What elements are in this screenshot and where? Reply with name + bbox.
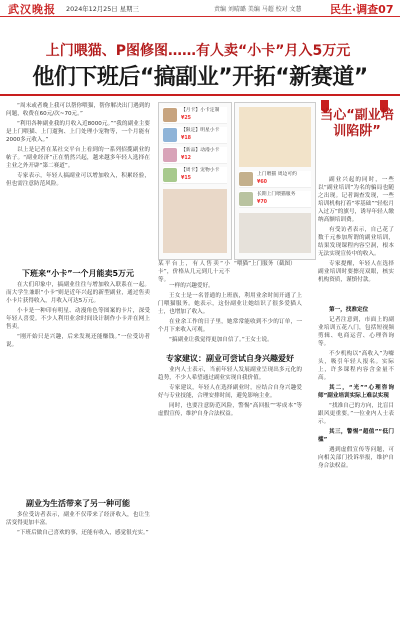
thumbnail — [239, 172, 253, 186]
paragraph: 有受访者表示，自己花了数千元参加所谓的副业培训，结果发现课程内容空洞，根本无法实现宣传中的收入。 — [318, 227, 394, 257]
paragraph: 王女士是一名普通的上班族，利用业余时间开通了上门喂猫服务。她表示，这份副业让她结识了很多爱猫人士，也增加了收入。 — [158, 293, 302, 315]
sidebar-title: 当心“副业培训陷阱” — [320, 108, 394, 139]
thumbnail — [163, 128, 177, 142]
thumbnail — [163, 168, 177, 182]
issue-date: 2024年12月25日 星期三 — [66, 5, 139, 13]
subheading: 第一，找准定位 — [329, 307, 369, 313]
paragraph: 副业兴起的同时，一些以“副业培训”为名的骗局也随之出现。记者调查发现，一些培训机构打着“零基础”“轻松月入过万”的旗号，诱导年轻人缴纳高额培训费。 — [318, 177, 394, 223]
kicker: 上门喂猫、P图修图……有人卖“小卡”月入5万元 — [45, 43, 351, 59]
paragraph: 一样的兴趣爱好。 — [169, 283, 214, 289]
cat-photo — [239, 107, 311, 167]
list-item: 长期上门喂猫服务 ¥70 — [239, 191, 311, 208]
paragraph: 不少机构以“高收入”为噱头，吸引年轻人报名。实际上，许多课程内容含金量不高。 — [318, 351, 394, 381]
thumbnail — [163, 108, 177, 122]
subheading: 下班来“小卡”一个月能卖5万元 — [21, 269, 135, 278]
list-item: 上门喂猫 周边可约 ¥60 — [239, 171, 311, 188]
paragraph: “下班后做自己喜欢的事，还能有收入，感觉很充实。” — [17, 530, 149, 536]
paragraph: 在业余工作的日子里，她常常能收到不少的订单，一个月下来收入可观。 — [158, 319, 302, 333]
product-screenshot — [158, 102, 232, 260]
subheading: 副业为生活带来了另一种可能 — [26, 499, 130, 508]
photo-caption: “喂猫”上门服务（截图） — [234, 261, 296, 267]
paragraph: 记者注意到，市面上的副业培训五花八门，包括短视频剪辑、电商运营、心理咨询等。 — [318, 317, 394, 347]
paragraph: “搞副业让我觉得更加自信了。”王女士说。 — [169, 337, 273, 343]
article-column-left-3 — [6, 498, 150, 622]
list-item: 【新品】动漫小卡 ¥12 — [163, 147, 227, 164]
paragraph: 多位受访者表示，副业不仅带来了经济收入，也让生活变得更加丰富。 — [6, 512, 150, 526]
product-photo — [163, 189, 227, 253]
paragraph: 专家提醒，年轻人在选择副业培训时要擦亮双眼，核实机构资质，谨慎付款。 — [318, 261, 394, 283]
list-item: 【周卡】宠物小卡 ¥15 — [163, 167, 227, 184]
paragraph: “周末或者晚上我可以帮你喂猫，帮你解决出门遇到的问题，收费在60元/次~70元。” — [6, 103, 150, 117]
title-divider — [0, 94, 400, 96]
subheading: 其二，“光”“心理咨询师”副业培训实际上难以实现 — [318, 385, 394, 399]
list-item: 【月卡】小卡定制 ¥25 — [163, 107, 227, 124]
paragraph: “刚开始只是兴趣，后来发现还能赚钱。”一位受访者说。 — [6, 334, 150, 348]
paragraph: 以上是记者在某社交平台上看到的一系列招揽副业的帖子。“副业经济”正在悄然兴起，越来越多年轻人选择在主业之外开辟“第二赛道”。 — [6, 147, 150, 169]
newspaper-logo: 武汉晚报 — [8, 3, 56, 16]
article-column-right — [318, 176, 394, 306]
paragraph: 小卡是一种印有明星、动漫角色等图案的卡片，深受年轻人喜爱。不少人利用业余时间设计制作小卡并在网上售卖。 — [6, 308, 150, 330]
page-title: 他们下班后“搞副业”开拓“新赛道” — [32, 65, 368, 90]
photo-caption: 某平台上，有人售卖“小卡”，价格从几元到几十元不等。 — [158, 261, 230, 283]
article-column-middle-2 — [158, 366, 302, 622]
list-item: 【限定】明星小卡 ¥18 — [163, 127, 227, 144]
masthead — [0, 0, 400, 17]
paragraph: 专家建议，年轻人在选择副业时，应结合自身兴趣爱好与专业技能，合理安排时间，避免影响主业。 — [158, 385, 302, 399]
service-photo — [239, 213, 311, 253]
paragraph: 在大们印象中，搞副业往往与增加收入联系在一起。而大学生兼职“小卡”则是近年兴起的新型副业，通过售卖小卡片获得收入，月收入可达5万元。 — [6, 282, 150, 304]
paragraph: 遇到虚假宣传等问题，可向相关部门投诉举报，维护自身合法权益。 — [318, 447, 394, 469]
paragraph: 专家表示，年轻人搞副业可以增加收入，积累经验，但也需注意防范风险。 — [6, 173, 150, 187]
thumbnail — [163, 148, 177, 162]
paragraph: 业内人士表示，当前年轻人发展副业呈现出多元化的趋势，不少人希望通过副业实现自我价值。 — [158, 367, 302, 381]
paragraph: “利用各种副业我的月收入近8000元。”“我的副业主要是上门喂猫、上门遛狗、上门处理小宠物等，一个月能有2000多元收入。” — [6, 121, 150, 143]
article-column-left-2 — [6, 268, 150, 496]
paragraph: 同时，也要注意防范风险，警惕“高回报”“零成本”等虚假宣传，维护自身合法权益。 — [158, 403, 302, 417]
article-column-middle — [158, 282, 302, 348]
article-column-right-2 — [318, 306, 394, 622]
article-column-left — [6, 102, 150, 266]
paragraph: “找准自己的方向，比盲目跟风更重要。”一位业内人士表示。 — [318, 403, 394, 425]
thumbnail — [239, 192, 253, 206]
editor-credits: 责编 刘晴璐 美编 马超 校对 文慧 — [214, 6, 302, 13]
subheading-expert: 专家建议：副业可尝试自身兴趣爱好 — [166, 354, 294, 363]
subheading: 其三，警惕“超值”“低门槛” — [318, 429, 394, 443]
section-label: 民生·调查07 — [330, 3, 394, 16]
service-screenshot — [234, 102, 316, 260]
